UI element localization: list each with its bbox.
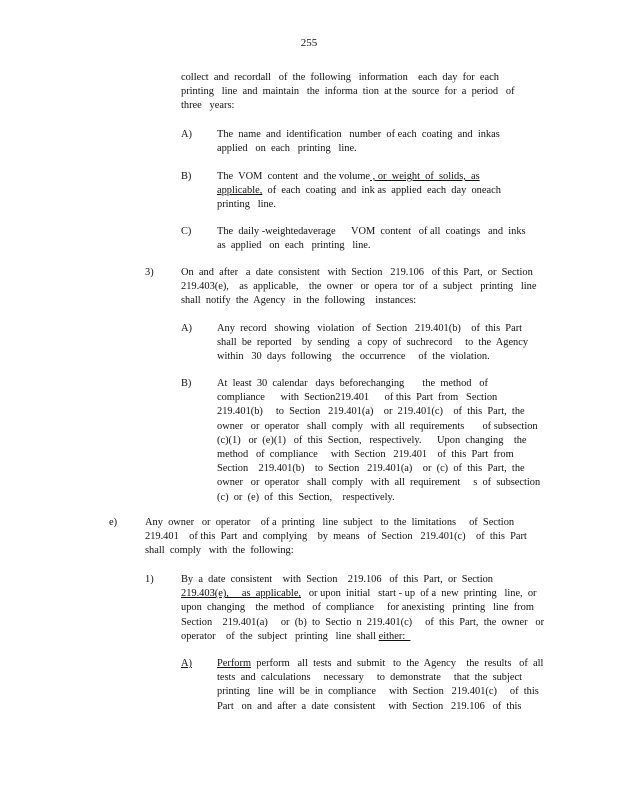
item-marker-c-c: C) — [181, 226, 192, 237]
inserted-text: either: — [378, 630, 411, 642]
item-marker-c-b: B) — [181, 171, 192, 182]
item-3-text — [181, 266, 537, 309]
text-line — [181, 630, 544, 644]
text-line: The name and identification number of each coating and inkas — [217, 129, 500, 140]
text-line — [217, 170, 501, 184]
text-line: Section 219.401(a) or (b) to Sectio n 219.401(c) of this Part, the owner or — [181, 616, 545, 628]
item-marker-e-1: 1) — [145, 574, 154, 585]
text-line: By a date consistent with Section 219.106 of this Part, or Section — [181, 574, 493, 585]
text-line — [217, 184, 501, 198]
text-line: Any record showing violation of Section 219.401(b) of this Part — [217, 323, 523, 334]
item-marker-3-a: A) — [181, 323, 192, 334]
underlined-marker: A) — [181, 658, 192, 669]
text-line: (c) or (e) of this Section, respectively. — [217, 491, 395, 503]
item-e-1-text — [181, 573, 544, 644]
text-line: Section 219.401(b) to Section 219.401(a) or (c) of this Part, the — [217, 463, 525, 475]
inserted-text: applicable, — [217, 185, 263, 197]
text-line: upon changing the method of compliance for anexisting printing line from — [181, 602, 534, 614]
item-e-text — [145, 516, 527, 559]
text-segment: The VOM content and the volume — [217, 171, 371, 182]
text-line: Any owner or operator of a printing line subject to the limitations of Section — [145, 517, 515, 528]
text-line: On and after a date consistent with Section 219.106 of this Part, or Section — [181, 267, 533, 278]
text-segment: operator of the subject printing line shall — [181, 630, 379, 642]
text-line: (c)(1) or (e)(1) of this Section, respectively. Upon changing the — [217, 434, 527, 446]
item-marker-c-a: A) — [181, 129, 192, 140]
inserted-text: Perform — [217, 658, 252, 669]
intro-paragraph — [181, 71, 515, 114]
text-line: owner or operator shall comply with all requirement s of subsection — [217, 477, 541, 489]
item-3-a-text — [217, 322, 528, 365]
intro-line: printing line and maintain the informa tion at the source for a period of — [181, 86, 515, 98]
item-3-b-text — [217, 377, 540, 505]
text-line: The daily -weightedaverage VOM content of all coatings and inks — [217, 226, 526, 237]
item-c-b-text — [217, 170, 501, 213]
text-line: applied on each printing line. — [217, 143, 357, 155]
item-c-a-text — [217, 128, 500, 156]
text-line: 219.401 of this Part and complying by means of Section 219.401(c) of this Part — [145, 531, 527, 543]
item-marker-e: e) — [109, 517, 118, 528]
text-line: 219.403(e), as applicable, the owner or opera tor of a subject printing line — [181, 281, 537, 293]
inserted-text: 219.403(e), as applicable, — [181, 588, 302, 600]
text-line: printing line. — [217, 199, 276, 211]
intro-line: three years: — [181, 100, 235, 112]
item-marker-3-b: B) — [181, 378, 192, 389]
item-marker-3: 3) — [145, 267, 154, 278]
item-c-c-text — [217, 225, 526, 253]
text-segment: or upon initial start - up of a new printing line, or — [301, 588, 537, 600]
text-line: compliance with Section219.401 of this Part from Section — [217, 392, 498, 404]
intro-line: collect and recordall of the following information each day for each — [181, 72, 499, 83]
text-line — [181, 587, 544, 601]
inserted-text: , or weight of solids, as — [370, 171, 480, 182]
text-line: 219.401(b) to Section 219.401(a) or 219.401(c) of this Part, the — [217, 406, 525, 418]
text-line: method of compliance with Section 219.401 of this Part from — [217, 449, 514, 461]
text-line: shall be reported by sending a copy of suchrecord to the Agency — [217, 337, 529, 349]
text-line: shall notify the Agency in the following instances: — [181, 295, 417, 307]
text-line — [217, 657, 543, 671]
text-line: tests and calculations necessary to demonstrate that the subject — [217, 672, 522, 684]
text-line: as applied on each printing line. — [217, 240, 371, 252]
text-line: shall comply with the following: — [145, 545, 294, 557]
text-segment: perform all tests and submit to the Agency the results of all — [251, 658, 544, 669]
item-marker-e-1-a — [181, 657, 192, 671]
item-e-1-a-text — [217, 657, 543, 714]
text-line: Part on and after a date consistent with Section 219.106 of this — [217, 700, 522, 712]
text-line: At least 30 calendar days beforechanging the method of — [217, 378, 488, 389]
text-segment: of each coating and ink as applied each day oneach — [262, 185, 501, 197]
text-line: owner or operator shall comply with all requirements of subsection — [217, 420, 538, 432]
page-number: 255 — [300, 37, 318, 49]
text-line: within 30 days following the occurrence of the violation. — [217, 351, 490, 363]
text-line: printing line will be in compliance with Section 219.401(c) of this — [217, 686, 539, 698]
